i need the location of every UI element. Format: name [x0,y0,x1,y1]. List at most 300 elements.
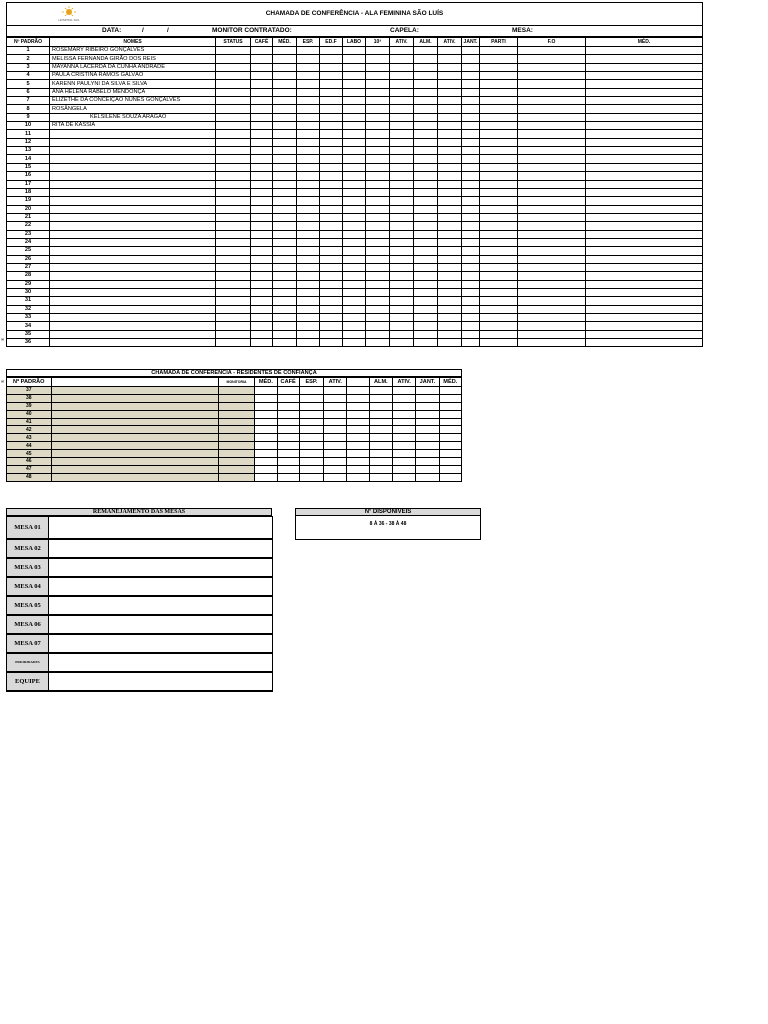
check-cell[interactable] [518,122,586,130]
check-cell[interactable] [343,322,366,330]
check-cell[interactable] [347,394,369,402]
check-cell[interactable] [251,163,273,171]
check-cell[interactable] [462,47,480,55]
check-cell[interactable] [343,163,366,171]
check-cell[interactable] [480,172,518,180]
check-cell[interactable] [518,138,586,146]
check-cell[interactable] [343,263,366,271]
check-cell[interactable] [390,172,414,180]
check-cell[interactable] [439,418,461,426]
check-cell[interactable] [297,297,320,305]
check-cell[interactable] [393,450,416,458]
check-cell[interactable] [297,63,320,71]
check-cell[interactable] [462,238,480,246]
check-cell[interactable] [251,322,273,330]
check-cell[interactable] [414,47,438,55]
check-cell[interactable] [251,339,273,347]
check-cell[interactable] [320,147,343,155]
check-cell[interactable] [438,155,462,163]
check-cell[interactable] [277,434,299,442]
check-cell[interactable] [216,163,251,171]
check-cell[interactable] [518,55,586,63]
check-cell[interactable] [462,339,480,347]
check-cell[interactable] [416,434,439,442]
check-cell[interactable] [343,297,366,305]
check-cell[interactable] [324,450,347,458]
check-cell[interactable] [320,47,343,55]
check-cell[interactable] [299,442,323,450]
check-cell[interactable] [390,305,414,313]
check-cell[interactable] [343,97,366,105]
check-cell[interactable] [438,188,462,196]
check-cell[interactable] [320,130,343,138]
check-cell[interactable] [518,230,586,238]
check-cell[interactable] [277,426,299,434]
check-cell[interactable] [320,305,343,313]
check-cell[interactable] [320,97,343,105]
check-cell[interactable] [273,147,297,155]
check-cell[interactable] [343,314,366,322]
check-cell[interactable] [366,88,390,96]
check-cell[interactable] [273,272,297,280]
check-cell[interactable] [390,197,414,205]
check-cell[interactable] [324,402,347,410]
check-cell[interactable] [586,330,703,338]
check-cell[interactable] [320,63,343,71]
check-cell[interactable] [343,272,366,280]
check-cell[interactable] [343,213,366,221]
check-cell[interactable] [416,410,439,418]
check-cell[interactable] [297,113,320,121]
check-cell[interactable] [586,322,703,330]
check-cell[interactable] [273,280,297,288]
check-cell[interactable] [390,113,414,121]
check-cell[interactable] [518,180,586,188]
check-cell[interactable] [251,272,273,280]
check-cell[interactable] [586,105,703,113]
check-cell[interactable] [343,255,366,263]
check-cell[interactable] [390,322,414,330]
check-cell[interactable] [414,280,438,288]
check-cell[interactable] [414,55,438,63]
check-cell[interactable] [586,113,703,121]
check-cell[interactable] [416,387,439,395]
check-cell[interactable] [439,458,461,466]
check-cell[interactable] [518,97,586,105]
check-cell[interactable] [390,122,414,130]
check-cell[interactable] [343,180,366,188]
check-cell[interactable] [273,155,297,163]
check-cell[interactable] [438,130,462,138]
check-cell[interactable] [255,473,277,481]
check-cell[interactable] [297,339,320,347]
check-cell[interactable] [343,80,366,88]
check-cell[interactable] [518,280,586,288]
check-cell[interactable] [343,339,366,347]
check-cell[interactable] [393,442,416,450]
check-cell[interactable] [251,47,273,55]
mesa-input-cell[interactable] [49,634,273,653]
check-cell[interactable] [255,450,277,458]
check-cell[interactable] [416,450,439,458]
check-cell[interactable] [414,172,438,180]
check-cell[interactable] [480,63,518,71]
check-cell[interactable] [480,205,518,213]
check-cell[interactable] [273,322,297,330]
mesa-input-cell[interactable] [49,615,273,634]
check-cell[interactable] [277,394,299,402]
check-cell[interactable] [393,426,416,434]
check-cell[interactable] [439,434,461,442]
check-cell[interactable] [255,402,277,410]
check-cell[interactable] [438,113,462,121]
check-cell[interactable] [480,305,518,313]
check-cell[interactable] [297,72,320,80]
check-cell[interactable] [369,450,392,458]
check-cell[interactable] [347,402,369,410]
check-cell[interactable] [586,247,703,255]
check-cell[interactable] [216,172,251,180]
check-cell[interactable] [366,280,390,288]
check-cell[interactable] [343,155,366,163]
check-cell[interactable] [320,247,343,255]
check-cell[interactable] [480,280,518,288]
check-cell[interactable] [462,314,480,322]
check-cell[interactable] [216,130,251,138]
check-cell[interactable] [273,188,297,196]
check-cell[interactable] [216,288,251,296]
check-cell[interactable] [438,55,462,63]
check-cell[interactable] [518,147,586,155]
check-cell[interactable] [518,213,586,221]
check-cell[interactable] [390,163,414,171]
check-cell[interactable] [518,297,586,305]
check-cell[interactable] [299,458,323,466]
check-cell[interactable] [299,473,323,481]
check-cell[interactable] [462,288,480,296]
check-cell[interactable] [586,80,703,88]
check-cell[interactable] [216,339,251,347]
check-cell[interactable] [518,314,586,322]
check-cell[interactable] [297,330,320,338]
check-cell[interactable] [343,130,366,138]
check-cell[interactable] [324,394,347,402]
check-cell[interactable] [320,263,343,271]
check-cell[interactable] [343,197,366,205]
check-cell[interactable] [480,263,518,271]
check-cell[interactable] [216,314,251,322]
check-cell[interactable] [273,105,297,113]
check-cell[interactable] [518,263,586,271]
check-cell[interactable] [324,387,347,395]
check-cell[interactable] [586,230,703,238]
check-cell[interactable] [480,138,518,146]
check-cell[interactable] [366,180,390,188]
check-cell[interactable] [216,213,251,221]
check-cell[interactable] [462,105,480,113]
check-cell[interactable] [438,122,462,130]
check-cell[interactable] [277,458,299,466]
check-cell[interactable] [586,339,703,347]
check-cell[interactable] [414,238,438,246]
mesa-input-cell[interactable] [49,558,273,577]
check-cell[interactable] [390,72,414,80]
check-cell[interactable] [438,280,462,288]
check-cell[interactable] [439,402,461,410]
check-cell[interactable] [320,213,343,221]
check-cell[interactable] [297,130,320,138]
check-cell[interactable] [390,213,414,221]
check-cell[interactable] [480,222,518,230]
check-cell[interactable] [518,288,586,296]
check-cell[interactable] [414,163,438,171]
check-cell[interactable] [390,222,414,230]
check-cell[interactable] [390,188,414,196]
check-cell[interactable] [393,402,416,410]
check-cell[interactable] [462,138,480,146]
check-cell[interactable] [216,80,251,88]
check-cell[interactable] [414,105,438,113]
check-cell[interactable] [480,105,518,113]
check-cell[interactable] [343,230,366,238]
check-cell[interactable] [414,113,438,121]
check-cell[interactable] [462,72,480,80]
check-cell[interactable] [518,272,586,280]
check-cell[interactable] [416,465,439,473]
check-cell[interactable] [414,213,438,221]
check-cell[interactable] [273,55,297,63]
check-cell[interactable] [273,297,297,305]
check-cell[interactable] [324,458,347,466]
check-cell[interactable] [518,238,586,246]
check-cell[interactable] [216,272,251,280]
check-cell[interactable] [297,138,320,146]
check-cell[interactable] [216,322,251,330]
check-cell[interactable] [414,72,438,80]
check-cell[interactable] [216,263,251,271]
check-cell[interactable] [390,255,414,263]
check-cell[interactable] [297,55,320,63]
check-cell[interactable] [462,180,480,188]
check-cell[interactable] [393,410,416,418]
check-cell[interactable] [297,88,320,96]
check-cell[interactable] [273,80,297,88]
check-cell[interactable] [366,147,390,155]
check-cell[interactable] [438,138,462,146]
check-cell[interactable] [586,222,703,230]
check-cell[interactable] [366,105,390,113]
check-cell[interactable] [586,272,703,280]
check-cell[interactable] [390,97,414,105]
check-cell[interactable] [366,172,390,180]
check-cell[interactable] [216,180,251,188]
check-cell[interactable] [480,130,518,138]
check-cell[interactable] [393,465,416,473]
check-cell[interactable] [480,180,518,188]
check-cell[interactable] [462,322,480,330]
mesa-input-cell[interactable] [49,517,273,539]
check-cell[interactable] [273,88,297,96]
check-cell[interactable] [438,205,462,213]
check-cell[interactable] [297,105,320,113]
check-cell[interactable] [277,442,299,450]
check-cell[interactable] [297,222,320,230]
check-cell[interactable] [366,322,390,330]
check-cell[interactable] [251,55,273,63]
check-cell[interactable] [414,147,438,155]
check-cell[interactable] [586,180,703,188]
check-cell[interactable] [586,288,703,296]
check-cell[interactable] [324,434,347,442]
check-cell[interactable] [320,155,343,163]
check-cell[interactable] [518,163,586,171]
check-cell[interactable] [393,418,416,426]
check-cell[interactable] [347,418,369,426]
check-cell[interactable] [273,330,297,338]
mesa-input-cell[interactable] [49,539,273,558]
check-cell[interactable] [251,88,273,96]
check-cell[interactable] [518,205,586,213]
check-cell[interactable] [366,47,390,55]
check-cell[interactable] [216,55,251,63]
check-cell[interactable] [299,418,323,426]
check-cell[interactable] [414,122,438,130]
check-cell[interactable] [273,222,297,230]
check-cell[interactable] [518,339,586,347]
check-cell[interactable] [324,410,347,418]
check-cell[interactable] [216,155,251,163]
check-cell[interactable] [438,255,462,263]
check-cell[interactable] [255,387,277,395]
check-cell[interactable] [462,205,480,213]
check-cell[interactable] [251,230,273,238]
check-cell[interactable] [320,255,343,263]
check-cell[interactable] [251,288,273,296]
check-cell[interactable] [273,122,297,130]
check-cell[interactable] [273,230,297,238]
check-cell[interactable] [414,314,438,322]
check-cell[interactable] [251,130,273,138]
check-cell[interactable] [414,322,438,330]
check-cell[interactable] [518,47,586,55]
check-cell[interactable] [343,305,366,313]
check-cell[interactable] [439,442,461,450]
check-cell[interactable] [586,280,703,288]
check-cell[interactable] [414,263,438,271]
check-cell[interactable] [414,138,438,146]
check-cell[interactable] [366,339,390,347]
check-cell[interactable] [324,418,347,426]
check-cell[interactable] [390,247,414,255]
mesa-input-cell[interactable] [49,653,273,672]
check-cell[interactable] [586,122,703,130]
check-cell[interactable] [273,339,297,347]
check-cell[interactable] [299,434,323,442]
check-cell[interactable] [462,222,480,230]
check-cell[interactable] [366,213,390,221]
check-cell[interactable] [273,213,297,221]
check-cell[interactable] [438,97,462,105]
check-cell[interactable] [320,113,343,121]
check-cell[interactable] [586,88,703,96]
check-cell[interactable] [390,138,414,146]
check-cell[interactable] [393,458,416,466]
check-cell[interactable] [255,426,277,434]
check-cell[interactable] [273,314,297,322]
check-cell[interactable] [343,88,366,96]
check-cell[interactable] [390,130,414,138]
check-cell[interactable] [251,238,273,246]
check-cell[interactable] [216,105,251,113]
check-cell[interactable] [414,272,438,280]
check-cell[interactable] [416,473,439,481]
check-cell[interactable] [414,288,438,296]
check-cell[interactable] [320,180,343,188]
check-cell[interactable] [343,55,366,63]
check-cell[interactable] [414,80,438,88]
check-cell[interactable] [343,72,366,80]
check-cell[interactable] [586,263,703,271]
check-cell[interactable] [366,197,390,205]
check-cell[interactable] [273,238,297,246]
check-cell[interactable] [462,272,480,280]
check-cell[interactable] [438,197,462,205]
check-cell[interactable] [251,172,273,180]
check-cell[interactable] [297,272,320,280]
check-cell[interactable] [216,88,251,96]
check-cell[interactable] [255,442,277,450]
check-cell[interactable] [369,418,392,426]
check-cell[interactable] [586,163,703,171]
check-cell[interactable] [438,147,462,155]
check-cell[interactable] [462,172,480,180]
check-cell[interactable] [299,394,323,402]
check-cell[interactable] [366,330,390,338]
check-cell[interactable] [273,63,297,71]
check-cell[interactable] [369,402,392,410]
check-cell[interactable] [369,387,392,395]
check-cell[interactable] [438,172,462,180]
check-cell[interactable] [390,339,414,347]
check-cell[interactable] [366,113,390,121]
check-cell[interactable] [343,205,366,213]
check-cell[interactable] [438,288,462,296]
check-cell[interactable] [480,147,518,155]
check-cell[interactable] [462,63,480,71]
mesa-input-cell[interactable] [49,596,273,615]
check-cell[interactable] [297,205,320,213]
check-cell[interactable] [586,147,703,155]
check-cell[interactable] [586,305,703,313]
check-cell[interactable] [273,305,297,313]
check-cell[interactable] [297,188,320,196]
check-cell[interactable] [369,434,392,442]
check-cell[interactable] [324,426,347,434]
check-cell[interactable] [480,72,518,80]
check-cell[interactable] [518,255,586,263]
check-cell[interactable] [480,197,518,205]
check-cell[interactable] [343,113,366,121]
check-cell[interactable] [273,97,297,105]
check-cell[interactable] [277,465,299,473]
check-cell[interactable] [480,339,518,347]
check-cell[interactable] [480,188,518,196]
check-cell[interactable] [216,238,251,246]
check-cell[interactable] [462,147,480,155]
check-cell[interactable] [414,88,438,96]
check-cell[interactable] [414,63,438,71]
check-cell[interactable] [320,280,343,288]
